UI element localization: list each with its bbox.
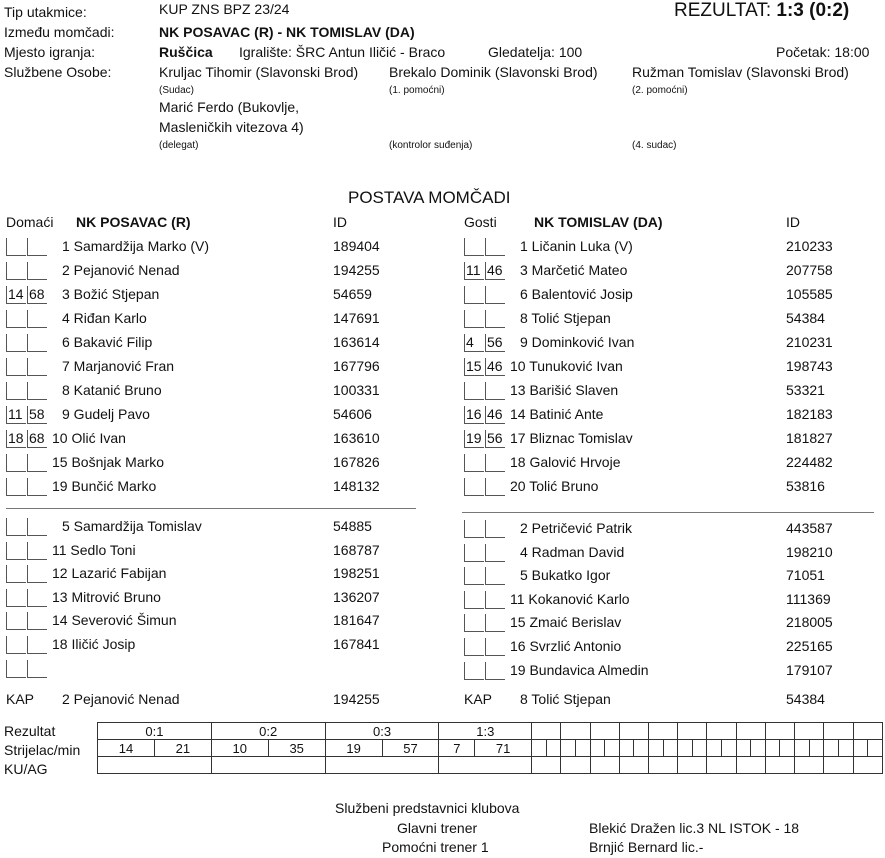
away-starter-out-box: 46 [485, 406, 505, 424]
away-starter-in-box [464, 454, 484, 472]
away-sub-name: 5 Bukatko Igor [520, 567, 611, 584]
score-label-ku: KU/AG [4, 761, 48, 777]
score-cell [619, 723, 648, 740]
home-starter-out-box [27, 478, 47, 496]
home-starter-in-box [6, 382, 26, 400]
away-side-label: Gosti [464, 214, 497, 230]
away-starter-out-box [485, 238, 505, 256]
score-cell [546, 740, 561, 757]
home-starter-out-box [27, 454, 47, 472]
home-starter-name: 15 Bošnjak Marko [52, 454, 165, 470]
away-starter-in-box: 15 [464, 358, 484, 376]
home-starter-id: 54606 [333, 406, 372, 422]
score-cell [605, 740, 620, 757]
home-side-label: Domaći [6, 214, 54, 230]
score-cell [809, 740, 824, 757]
score-cell [824, 723, 853, 740]
result-cell: 0:3 [325, 723, 439, 740]
home-starter-in-box [6, 334, 26, 352]
home-starter-in-box [6, 262, 26, 280]
score-label-scorer: Strijelac/min [4, 742, 81, 758]
away-sub-in-box [464, 544, 484, 562]
home-starter-out-box [27, 310, 47, 328]
referee-name: Kruljac Tihomir (Slavonski Brod) [159, 64, 359, 80]
away-starter-id: 210233 [786, 238, 833, 254]
score-cell [575, 740, 590, 757]
home-sub-name: 14 Severović Šimun [52, 612, 177, 629]
score-cell [868, 740, 883, 757]
home-starter-name: 3 Božić Stjepan [62, 286, 160, 302]
score-cell [648, 723, 677, 740]
away-sub-in-box [464, 614, 484, 632]
footer-name-assistant-coach: Brnjić Bernard lic.- [589, 839, 704, 855]
home-starter-in-box [6, 358, 26, 376]
away-starter-in-box: 11 [464, 262, 484, 280]
score-cell [722, 740, 737, 757]
away-captain-label: KAP [464, 691, 493, 707]
home-starter-in-box [6, 310, 26, 328]
home-starter-name: 19 Bunčić Marko [52, 478, 157, 494]
home-starter-name: 2 Pejanović Nenad [62, 262, 180, 278]
home-starter-id: 148132 [333, 478, 380, 494]
score-cell [765, 740, 780, 757]
score-cell [824, 740, 839, 757]
home-sub-in-box [6, 518, 26, 536]
away-starter-in-box [464, 382, 484, 400]
home-starter-name: 7 Marjanović Fran [62, 358, 175, 374]
away-sub-name: 15 Zmaić Berislav [510, 614, 622, 631]
score-cell [590, 740, 605, 757]
away-starter-name: 10 Tunuković Ivan [510, 358, 623, 374]
home-starter-id: 163614 [333, 334, 380, 350]
away-sub-id: 179107 [786, 661, 833, 678]
away-sub-id: 218005 [786, 614, 833, 631]
away-starter-in-box [464, 238, 484, 256]
away-starter-out-box: 56 [485, 334, 505, 352]
away-sub-name: 4 Radman David [520, 543, 625, 560]
away-sub-id: 198210 [786, 543, 833, 560]
away-starter-name: 13 Barišić Slaven [510, 382, 619, 398]
away-starter-id: 53321 [786, 382, 825, 398]
scorer-cell: 71 [475, 740, 532, 757]
home-team-name: NK POSAVAC (R) [76, 214, 191, 230]
away-captain-id: 54384 [786, 691, 825, 707]
home-sub-id: 181647 [333, 612, 380, 629]
away-starter-name: 6 Balentović Josip [520, 286, 633, 302]
away-starter-name: 9 Dominković Ivan [520, 334, 635, 350]
score-cell [634, 740, 649, 757]
away-starter-id: 54384 [786, 310, 825, 326]
away-sub-out-box [485, 638, 505, 656]
ku-cell [648, 757, 677, 774]
home-starter-out-box: 68 [27, 286, 47, 304]
home-sub-out-box [27, 612, 47, 630]
score-cell [795, 723, 824, 740]
ku-cell [853, 757, 882, 774]
away-starter-in-box [464, 310, 484, 328]
home-starter-id: 167796 [333, 358, 380, 374]
away-team-name: NK TOMISLAV (DA) [534, 214, 663, 230]
home-starter-id: 194255 [333, 262, 380, 278]
away-sub-id: 225165 [786, 638, 833, 654]
home-starter-in-box: 18 [6, 430, 26, 448]
home-starter-in-box: 11 [6, 406, 26, 424]
away-starter-out-box [485, 478, 505, 496]
assistant1-name: Brekalo Dominik (Slavonski Brod) [389, 64, 598, 80]
home-starter-out-box [27, 238, 47, 256]
away-starter-out-box [485, 310, 505, 328]
home-sub-in-box [6, 612, 26, 630]
home-sub-id: 168787 [333, 541, 380, 558]
away-divider [462, 512, 874, 513]
home-starter-out-box [27, 358, 47, 376]
home-starter-out-box: 58 [27, 406, 47, 424]
home-sub-name: 13 Mitrović Bruno [52, 588, 161, 605]
score-cell [532, 740, 547, 757]
home-starter-out-box [27, 262, 47, 280]
away-starter-out-box: 56 [485, 430, 505, 448]
away-starter-name: 8 Tolić Stjepan [520, 310, 611, 326]
scorer-cell: 19 [325, 740, 382, 757]
away-sub-id: 443587 [786, 520, 833, 536]
score-table [97, 722, 883, 774]
home-sub-name: 12 Lazarić Fabijan [52, 565, 167, 582]
ku-cell [325, 757, 439, 774]
away-sub-out-box [485, 544, 505, 562]
away-starter-name: 14 Batinić Ante [510, 406, 604, 422]
away-starter-id: 198743 [786, 358, 833, 374]
home-starter-name: 8 Katanić Bruno [62, 382, 162, 398]
match-type: KUP ZNS BPZ 23/24 [159, 1, 290, 17]
label-between: Između momčadi: [4, 24, 115, 40]
score-cell [561, 740, 576, 757]
away-starter-id: 224482 [786, 454, 833, 470]
score-cell [853, 740, 868, 757]
ku-cell [532, 757, 561, 774]
away-starter-out-box: 46 [485, 262, 505, 280]
result-block [674, 0, 849, 22]
ku-cell [707, 757, 736, 774]
away-starter-in-box [464, 478, 484, 496]
away-starter-in-box [464, 286, 484, 304]
role-delegate: (delegat) [159, 140, 199, 151]
home-starter-in-box [6, 454, 26, 472]
footer-role-head-coach: Glavni trener [397, 820, 478, 836]
match-teams: NK POSAVAC (R) - NK TOMISLAV (DA) [159, 24, 415, 40]
away-sub-in-box [464, 567, 484, 585]
footer-role-assistant-coach: Pomoćni trener 1 [382, 839, 489, 855]
away-starter-name: 1 Ličanin Luka (V) [520, 238, 633, 254]
home-sub-out-box [27, 542, 47, 560]
home-sub-id: 54885 [333, 518, 372, 534]
away-starter-name: 17 Bliznac Tomislav [510, 430, 633, 446]
scorer-cell: 21 [154, 740, 211, 757]
away-starter-id: 181827 [786, 430, 833, 446]
home-starter-in-box [6, 478, 26, 496]
ku-cell [736, 757, 765, 774]
away-sub-in-box [464, 520, 484, 538]
label-venue: Mjesto igranja: [4, 44, 96, 60]
away-starter-id: 182183 [786, 406, 833, 422]
home-divider [6, 508, 416, 509]
home-sub-in-box [6, 636, 26, 654]
score-cell [663, 740, 678, 757]
away-sub-out-box [485, 567, 505, 585]
away-sub-id: 71051 [786, 567, 825, 584]
away-starter-out-box: 46 [485, 358, 505, 376]
ku-cell [590, 757, 619, 774]
away-sub-out-box [485, 662, 505, 680]
away-starter-name: 18 Galović Hrvoje [510, 454, 621, 470]
home-sub-in-box [6, 542, 26, 560]
away-sub-id: 111369 [786, 590, 831, 607]
ku-cell [795, 757, 824, 774]
result-cell: 1:3 [439, 723, 532, 740]
score-cell [765, 723, 794, 740]
away-starter-id: 53816 [786, 478, 825, 494]
score-cell [561, 723, 590, 740]
away-starter-name: 3 Marčetić Mateo [520, 262, 628, 278]
home-captain: 2 Pejanović Nenad [62, 691, 180, 707]
home-id-label: ID [333, 214, 347, 230]
score-cell [795, 740, 810, 757]
ku-cell [678, 757, 707, 774]
home-sub-name: 11 Sedlo Toni [52, 541, 136, 558]
score-cell [751, 740, 766, 757]
home-captain-id: 194255 [333, 691, 380, 707]
result-cell: 0:1 [98, 723, 212, 740]
away-id-label: ID [786, 214, 800, 230]
home-captain-label: KAP [6, 691, 35, 707]
home-starter-id: 54659 [333, 286, 372, 302]
away-sub-name: 2 Petričević Patrik [520, 520, 633, 536]
score-cell [707, 740, 722, 757]
score-cell [780, 740, 795, 757]
away-sub-out-box [485, 591, 505, 609]
away-starter-out-box [485, 286, 505, 304]
home-starter-id: 100331 [333, 382, 380, 398]
away-starter-id: 210231 [786, 334, 833, 350]
label-officials: Službene Osobe: [4, 64, 112, 80]
away-starter-out-box [485, 382, 505, 400]
home-starter-in-box: 14 [6, 286, 26, 304]
score-cell [838, 740, 853, 757]
score-cell [590, 723, 619, 740]
home-sub-in-box [6, 589, 26, 607]
away-sub-out-box [485, 520, 505, 538]
score-cell [678, 723, 707, 740]
score-label-result: Rezultat [4, 723, 56, 739]
home-sub-out-box [27, 565, 47, 583]
home-sub-in-box [6, 660, 26, 678]
away-sub-in-box [464, 591, 484, 609]
delegate-line2: Masleničkih vitezova 4) [159, 119, 304, 135]
home-sub-id: 136207 [333, 588, 380, 605]
home-starter-id: 167826 [333, 454, 380, 470]
result-cell: 0:2 [211, 723, 325, 740]
away-sub-in-box [464, 662, 484, 680]
home-starter-out-box [27, 334, 47, 352]
label-match-type: Tip utakmice: [4, 4, 87, 20]
score-cell [692, 740, 707, 757]
away-starter-name: 20 Tolić Bruno [510, 478, 599, 494]
away-starter-id: 207758 [786, 262, 833, 278]
away-starter-in-box: 19 [464, 430, 484, 448]
role-fourth: (4. sudac) [632, 140, 677, 151]
scorer-cell: 10 [211, 740, 268, 757]
ku-cell [439, 757, 532, 774]
home-sub-name: 18 Iličić Josip [52, 636, 136, 652]
ku-cell [765, 757, 794, 774]
score-cell [678, 740, 693, 757]
scorer-cell: 35 [268, 740, 325, 757]
home-starter-out-box: 68 [27, 430, 47, 448]
score-cell [736, 740, 751, 757]
venue-ground: Igralište: ŠRC Antun Iličić - Braco [239, 44, 446, 60]
home-starter-id: 147691 [333, 310, 380, 326]
away-sub-in-box [464, 638, 484, 656]
start-time: Početak: 18:00 [776, 44, 870, 60]
away-starter-id: 105585 [786, 286, 833, 302]
ku-cell [561, 757, 590, 774]
score-cell [707, 723, 736, 740]
score-cell [619, 740, 634, 757]
home-sub-out-box [27, 518, 47, 536]
assistant2-name: Ružman Tomislav (Slavonski Brod) [632, 64, 849, 80]
home-sub-out-box [27, 589, 47, 607]
ku-cell [824, 757, 853, 774]
home-starter-out-box [27, 382, 47, 400]
away-sub-name: 11 Kokanović Karlo [510, 590, 630, 607]
home-sub-in-box [6, 565, 26, 583]
scorer-cell: 7 [439, 740, 475, 757]
footer-name-head-coach: Blekić Dražen lic.3 NL ISTOK - 18 [589, 820, 800, 836]
scorer-cell: 57 [382, 740, 439, 757]
home-starter-name: 4 Riđan Karlo [62, 310, 147, 326]
away-sub-name: 19 Bundavica Almedin [510, 661, 649, 678]
spectators: Gledatelja: 100 [488, 44, 583, 60]
role-controller: (kontrolor suđenja) [389, 140, 473, 151]
away-starter-out-box [485, 454, 505, 472]
home-starter-name: 1 Samardžija Marko (V) [62, 238, 210, 254]
result-label: REZULTAT: [674, 0, 772, 21]
home-sub-id: 198251 [333, 565, 380, 582]
role-assistant1: (1. pomoćni) [389, 85, 445, 96]
away-captain: 8 Tolić Stjepan [520, 691, 611, 707]
home-starter-name: 6 Bakavić Filip [62, 334, 153, 350]
score-cell [853, 723, 882, 740]
away-starter-in-box: 4 [464, 334, 484, 352]
lineup-title: POSTAVA MOMČADI [348, 188, 511, 207]
home-starter-id: 189404 [333, 238, 380, 254]
ku-cell [98, 757, 212, 774]
score-cell [648, 740, 663, 757]
role-assistant2: (2. pomoćni) [632, 85, 688, 96]
home-starter-id: 163610 [333, 430, 380, 446]
home-starter-in-box [6, 238, 26, 256]
score-cell [532, 723, 561, 740]
home-sub-out-box [27, 660, 47, 678]
result-value: 1:3 (0:2) [776, 0, 850, 21]
role-referee: (Sudac) [159, 85, 195, 96]
away-starter-in-box: 16 [464, 406, 484, 424]
home-sub-id: 167841 [333, 636, 380, 652]
home-sub-name: 5 Samardžija Tomislav [62, 518, 202, 534]
home-sub-out-box [27, 636, 47, 654]
venue-place: Ruščica [159, 44, 213, 60]
ku-cell [211, 757, 325, 774]
ku-cell [619, 757, 648, 774]
footer-title: Službeni predstavnici klubova [335, 800, 520, 816]
home-starter-name: 10 Olić Ivan [52, 430, 126, 446]
home-starter-name: 9 Gudelj Pavo [62, 406, 150, 422]
away-sub-name: 16 Svrzlić Antonio [510, 638, 622, 654]
scorer-cell: 14 [98, 740, 155, 757]
score-cell [736, 723, 765, 740]
delegate-line1: Marić Ferdo (Bukovlje, [159, 99, 300, 115]
away-sub-out-box [485, 614, 505, 632]
